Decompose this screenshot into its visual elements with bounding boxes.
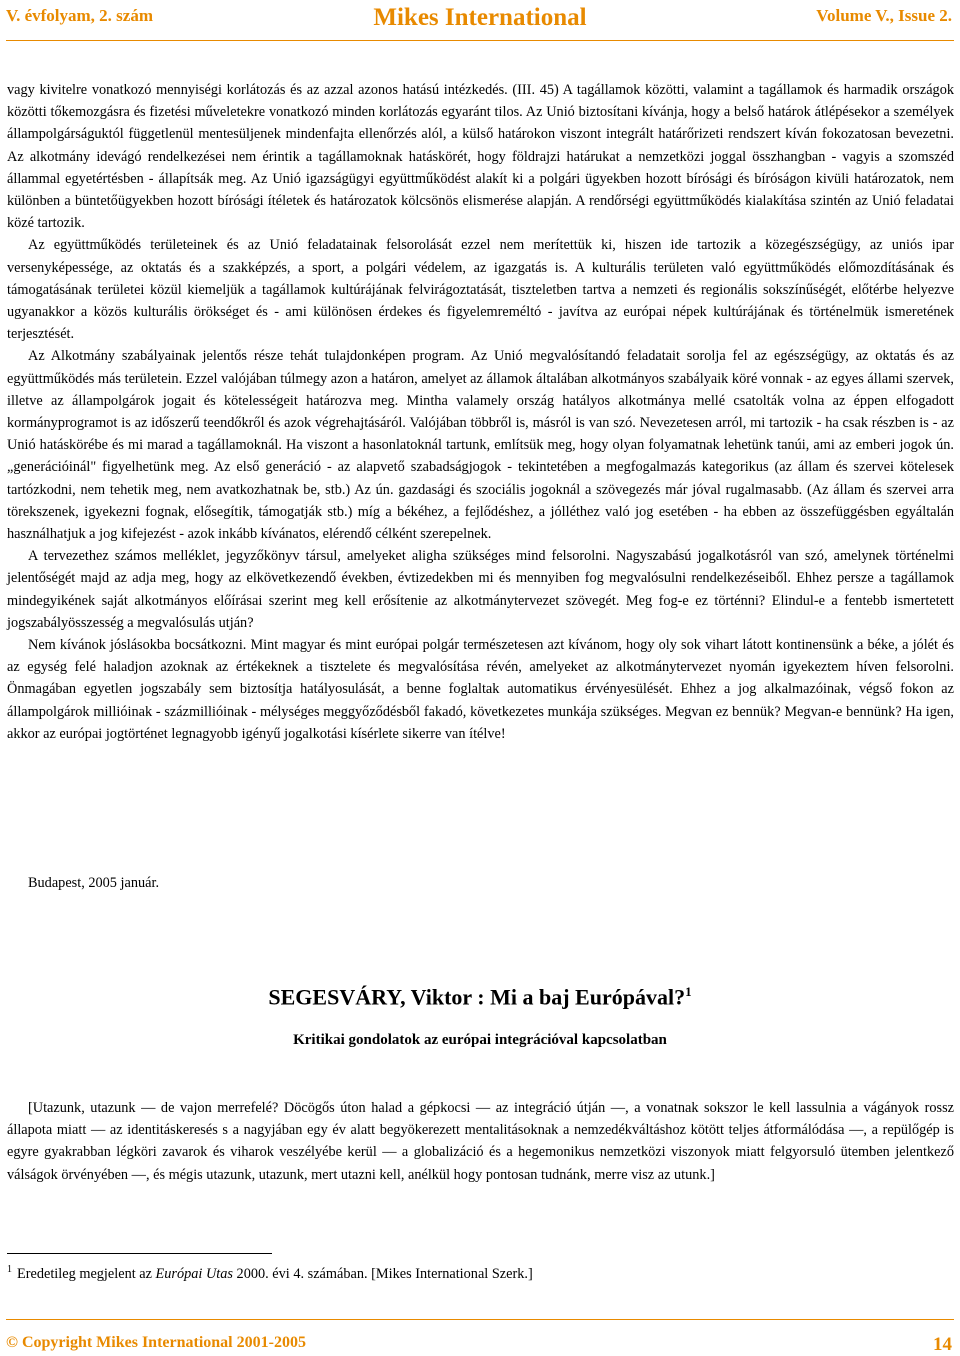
footer-divider (6, 1319, 954, 1320)
footnote-number: 1 (7, 1264, 12, 1275)
header-divider (6, 40, 954, 41)
header-volume-hu: V. évfolyam, 2. szám (6, 6, 153, 25)
paragraph-4: A tervezethez számos melléklet, jegyzőkönyv társul, amelyeket aligha szükséges mind felsorolni. Nagyszabású jogalkotásról van szó, amelynek történelmi jelentőségét majd az adja meg, hogy az elkövetkezendő években, évtizedekben mi és mennyiben fog megvalósulni rendelkezéseiből. Ehhez persze a tagállamok mindegyikének saját alkotmányos előírásai szerint meg kell erősítenie az alkotmánytervezet szövegét. Meg fog-e ez történni? Elindul-e a fentebb ismertetett jogszabályösszesség a megvalósulás utján? (7, 548, 954, 631)
footnote-text-after: 2000. évi 4. számában. [Mikes International Szerk.] (232, 1265, 533, 1282)
page-number: 14 (933, 1334, 952, 1355)
article-title (0, 984, 960, 1010)
paragraph-3: Az Alkotmány szabályainak jelentős része tehát tulajdonképen program. Az Unió megvalósítandó feladatait sorolja fel az egészségügy, az oktatás és az együttműködés más területein. Ezzel valójában túlmegy azon a határon, amelyet az államok általában alkotmányos szabályaik köré vonnak - az egyes állami szervek, illetve az állampolgárok jogait és kötelességeit határozva meg. Mintha valamely ország hatályos alkotmánya mellé csatolták volna az éppen elfogadott kormányprogramot is az időszerű teendőkről és azok végrehajtásáról. Valójában többről is, másról is van szó. Nevezetesen arról, mi tartozik - ha csak részben is - az Unió hatáskörébe és mi marad a tagállamoknál. Ha viszont a hasonlatoknál tartunk, említsük meg, hogy olyan folyamatnak lehetünk tanúi, ami az emberi jogok ún. „generációinál" figyelhetünk meg. Az első generáció - az alapvető szabadságjogok - tekintetében a megfogalmazás kategorikus (az állam és szervei kötelesek tartózkodni, nem tehetik meg, nem avatkozhatnak be, stb.) Az ún. gazdasági és szociális jogoknál a szövegezés már jóval rugalmasabb. (Az állam és szervei arra törekszenek, igyekezni fognak, elősegítik, támogatják stb.) míg a békéhez, a fejlődéshez, a jólléthez való jog esetében - ha ebben az összefüggésben egyáltalán használhatjuk a jog kifejezést - azok inkább kívánatos, elérendő célként szerepelnek. (7, 348, 954, 543)
header-journal-title: Mikes International (373, 4, 587, 31)
footnote-divider (7, 1253, 272, 1254)
footer-copyright: © Copyright Mikes International 2001-2005 (6, 1334, 306, 1351)
paragraph-5: Nem kívánok jóslásokba bocsátkozni. Mint magyar és mint európai polgár természetesen azt kívánom, hogy oly sok vihart látott kontinensünk a béke, a jólét és az egység felé haladjon azoknak az értékeknek a tisztelete és megvalósítása révén, amelyeket az alkotmánytervezet nyomán igyekeztem híven felsorolni. Önmagában egyetlen jogszabály sem biztosítja hatályosulását, a benne foglaltak automatikus érvényesülését. Ehhez a jog alkalmazóinak, végső fokon az állampolgárok millióinak - százmillióinak - mélységes meggyőződésből fakadó, következetes munkája szükséges. Megvan ez bennük? Megvan-e bennünk? Ha igen, akkor az európai jogtörténet legnagyobb igényű jogalkotási kísérlete sikerre van ítélve! (7, 637, 954, 742)
article-subtitle: Kritikai gondolatok az európai integrációval kapcsolatban (293, 1032, 667, 1048)
place-date: Budapest, 2005 január. (28, 875, 160, 891)
paragraph-2: Az együttműködés területeinek és az Unió feladatainak felsorolását ezzel nem merítettük ki, hiszen ide tartozik a közegészségügy, az uniós ipar versenyképessége, az oktatás és a szakképzés, a sport, a polgári védelem, az igazgatás is. A kulturális területen való együttműködés előmozdításának és támogatásának területei közül kiemeljük a tagállamok kultúrájának felvirágoztatását, tiszteletben tartva a nemzeti és regionális sokszínűségét, előtérbe helyezve ugyanakkor a közös kulturális örökséget és - ami különösen érdekes és figyelemreméltó - javítva az európai népek kultúrájának és történelmük ismeretének terjesztését. (7, 237, 954, 343)
header-volume-en: Volume V., Issue 2. (816, 6, 952, 25)
article-title-text: SEGESVÁRY, Viktor : Mi a baj Európával? (268, 984, 686, 1010)
paragraph-1: vagy kivitelre vonatkozó mennyiségi korlátozás és az azzal azonos hatású intézkedés. (III. 45) A tagállamok közötti, valamint a tagállamok és harmadik országok közötti tőkemozgásra és fizetési műveletekre vonatkozó minden korlátozás egyaránt tilos. Az Unió biztosítani kívánja, hogy a belső határok átlépésekor a személyek állampolgárságuktól függetlenül mentesüljenek mindenfajta ellenőrzés alól, a külső határokon viszont integrált határőrizeti rendszert kíván fokozatosan bevezetni. Az alkotmány idevágó rendelkezései nem érintik a tagállamoknak hatáskörét, hogy földrajzi határukat a nemzetközi joggal összhangban - vagyis a szomszéd állammal egyetértésben - állapítsák meg. Az Unió igazságügyi együttműködést alakít ki a polgári ügyekben hozott bírósági és bíróságon kivüli határozatok, nem különben a büntetőügyekben hozott bírósági ítéletek és határozatok kölcsönös elismerése alapján. A rendőrségi együttműködés kialakítása szintén az Unió feladatai közé tartozik. (7, 82, 954, 232)
footnote-text-before: Eredetileg megjelent az (17, 1265, 156, 1282)
footnote-source-title: Európai Utas (155, 1265, 233, 1282)
article-intro: [Utazunk, utazunk — de vajon merrefelé? Döcögős úton halad a gépkocsi — az integráció útján —, a vonatnak sokszor le kell lassulnia a vágányok rossz állapota miatt — az identitáskeresés s a nagyjában egy év alatt begyökerezett mentalitásoknak a nemzedékváltáshoz kötött teljes átformálódása —, a repülőgép is egyre gyakrabban légköri zavarok és viharok veszélyébe kerül — a globalizáció és a hegemonikus nemzetközi viszonyok miatt felgyorsuló ütemben jelentkező válságok örvényében —, és mégis utazunk, utazunk, mert utazni kell, anélkül hogy pontosan tudnánk, merre visz az utunk.] (7, 1100, 954, 1183)
footnote (7, 1264, 533, 1283)
page-header (0, 0, 960, 46)
footnote-ref[interactable]: 1 (685, 984, 692, 999)
article-body (7, 79, 954, 745)
